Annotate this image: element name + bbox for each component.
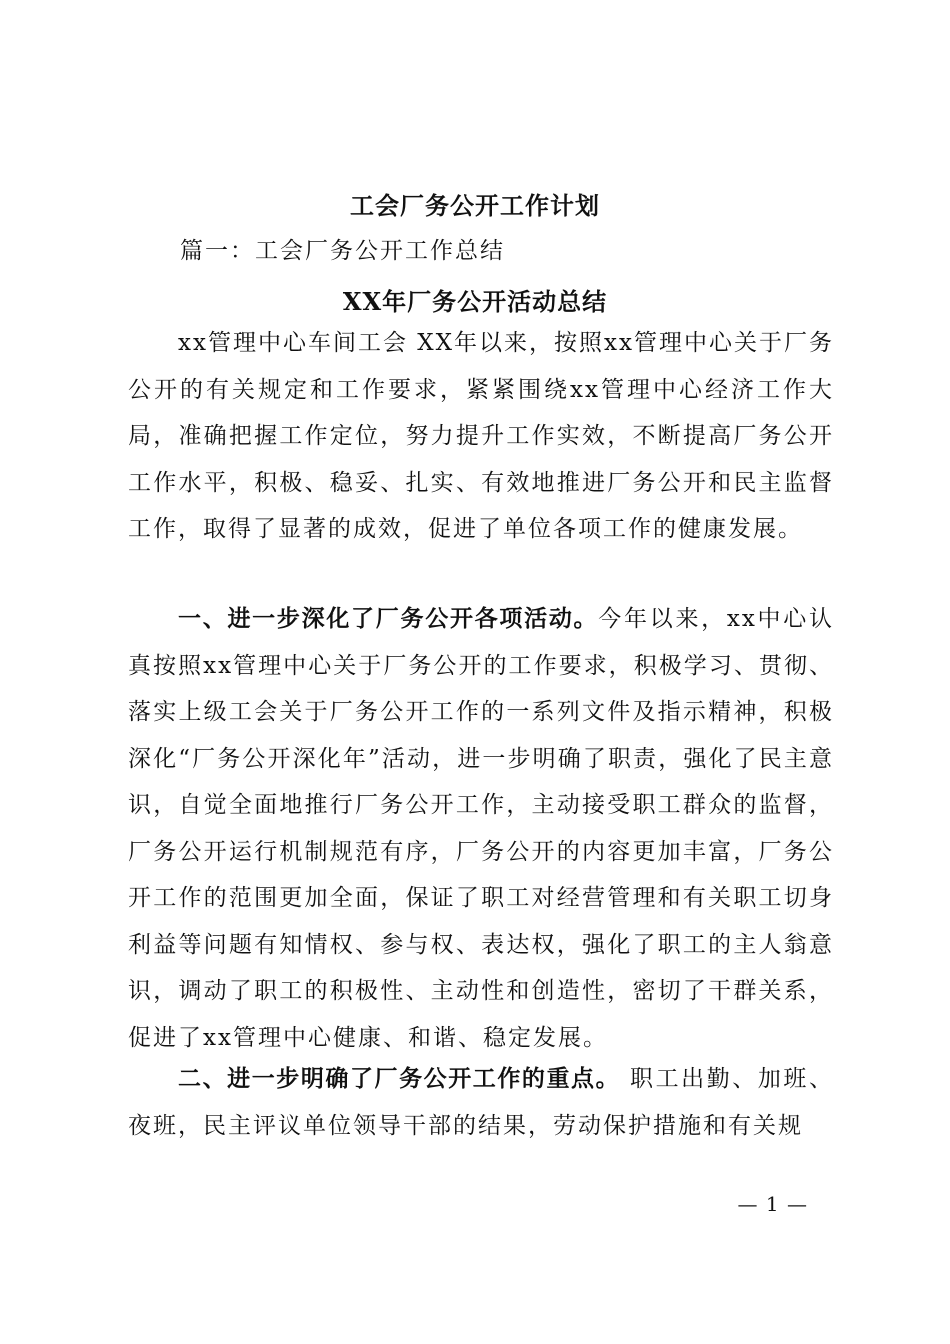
page-number: — 1 — bbox=[737, 1192, 808, 1216]
paragraph-text: 职工出勤、加班、夜班，民主评议单位领导干部的结果，劳动保护措施和有关规 bbox=[128, 1066, 835, 1139]
section-label: 篇一：工会厂务公开工作总结 bbox=[180, 238, 505, 264]
paragraph-section-one bbox=[128, 596, 834, 1061]
paragraph-text: xx管理中心车间工会 XX年以来，按照xx管理中心关于厂务公开的有关规定和工作要求，紧紧围绕xx管理中心经济工作大局，准确把握工作定位，努力提升工作实效，不断提高厂务公开工作水平，积极、稳妥、扎实、有效地推进厂务公开和民主监督工作，取得了显著的成效，促进了单位各项工作的健康发展。 bbox=[128, 330, 834, 542]
document-title: 工会厂务公开工作计划 bbox=[350, 191, 600, 220]
section-one-heading: 一、进一步深化了厂务公开各项活动。 bbox=[178, 605, 599, 632]
paragraph-section-two bbox=[128, 1056, 834, 1149]
document-subtitle: XX年厂务公开活动总结 bbox=[342, 287, 608, 316]
paragraph-text: 今年以来，xx中心认真按照xx管理中心关于厂务公开的工作要求，积极学习、贯彻、落实上级工会关于厂务公开工作的一系列文件及指示精神，积极深化“厂务公开深化年”活动，进一步明确了职责，强化了民主意识，自觉全面地推行厂务公开工作，主动接受职工群众的监督，厂务公开运行机制规范有序，厂务公开的内容更加丰富，厂务公开工作的范围更加全面，保证了职工对经营管理和有关职工切身利益等问题有知情权、参与权、表达权，强化了职工的主人翁意识，调动了职工的积极性、主动性和创造性，密切了干群关系，促进了xx管理中心健康、和谐、稳定发展。 bbox=[128, 606, 834, 1051]
paragraph-intro bbox=[128, 320, 834, 553]
section-two-heading: 二、进一步明确了厂务公开工作的重点。 bbox=[178, 1065, 621, 1092]
